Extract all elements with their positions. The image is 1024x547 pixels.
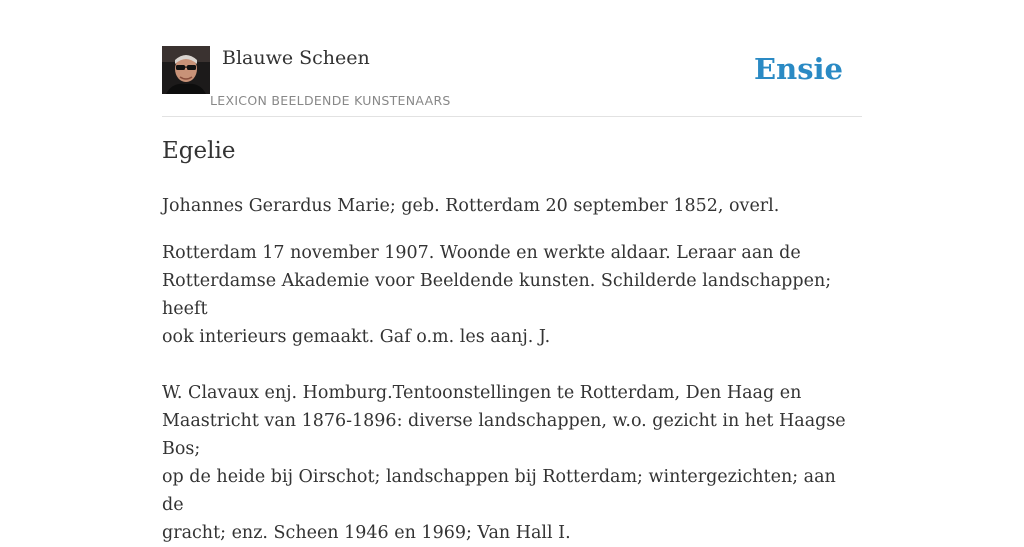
- ensie-logo[interactable]: Ensie: [754, 52, 843, 86]
- category-label[interactable]: LEXICON BEELDENDE KUNSTENAARS: [210, 93, 451, 108]
- author-name[interactable]: Blauwe Scheen: [222, 47, 370, 69]
- entry-header: [162, 46, 862, 117]
- entry-paragraph-2: Rotterdam 17 november 1907. Woonde en werkte aldaar. Leraar aan de Rotterdamse Akademie voor Beeldende kunsten. Schilderde landschappen; heeft ook interieurs gemaakt. Gaf o.m. les aanj. J. W. Clavaux enj. Homburg.Tentoonstellingen te Rotterdam, Den Haag en Maastricht van 1876-1896: diverse landschappen, w.o. gezicht in het Haagse Bos; op de heide bij Oirschot; landschappen bij Rotterdam; wintergezichten; aan de gracht; enz. Scheen 1946 en 1969; Van Hall I.: [162, 243, 846, 543]
- entry-title: Egelie: [162, 138, 236, 164]
- author-photo: [162, 46, 210, 94]
- entry-paragraph-1: Johannes Gerardus Marie; geb. Rotterdam 20 september 1852, overl.: [162, 196, 780, 216]
- author-avatar[interactable]: [162, 46, 210, 94]
